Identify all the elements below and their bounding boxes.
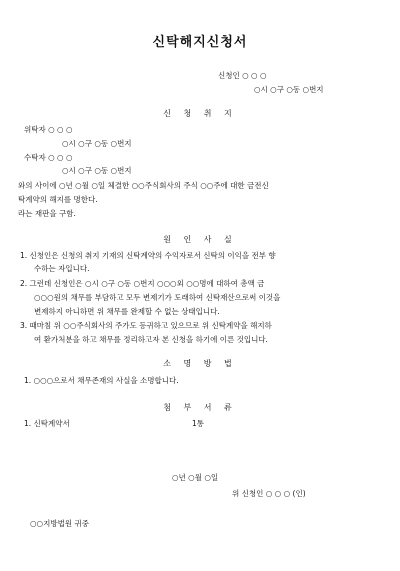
cause-item-3-line: 3. 때마침 위 ○○주식회사의 주가도 등귀하고 있으므로 위 신탁계약을 해지하 bbox=[20, 321, 272, 330]
applicant-name: 신청인 ○ ○ ○ bbox=[218, 71, 267, 80]
applicant-address: ○시 ○구 ○동 ○번지 bbox=[254, 85, 324, 94]
cause-item-2-line: ○○○원의 채무를 부담하고 모두 변제기가 도래하여 신탁재산으로써 이것을 bbox=[34, 293, 281, 302]
document-title: 신탁해지신청서 bbox=[152, 35, 248, 50]
proof-item: 1. ○○○으로서 채무존재의 사실을 소명합니다. bbox=[24, 376, 179, 385]
truster-address: ○시 ○구 ○동 ○번지 bbox=[62, 139, 132, 148]
trustee-address: ○시 ○구 ○동 ○번지 bbox=[62, 166, 132, 175]
proof-heading: 소 명 방 법 bbox=[163, 359, 237, 368]
cause-item-1-line: 수하는 자입니다. bbox=[34, 264, 90, 273]
cause-item-2-line: 변제하지 아니하면 위 채무를 완제할 수 없는 상태입니다. bbox=[34, 307, 220, 316]
trustee-name: 수탁자 ○ ○ ○ bbox=[24, 153, 73, 162]
signature-line: 위 신청인 ○ ○ ○ (인) bbox=[232, 489, 306, 498]
truster-name: 위탁자 ○ ○ ○ bbox=[24, 125, 73, 134]
attachments-heading: 첨 부 서 류 bbox=[163, 403, 237, 412]
attachment-item-count: 1통 bbox=[192, 419, 205, 428]
purpose-body-line: 라는 재판을 구함. bbox=[18, 209, 76, 218]
purpose-body-line: 와의 사이에 ○년 ○월 ○일 체결한 ○○주식회사의 주식 ○○주에 대한 금전신 bbox=[18, 181, 269, 190]
purpose-heading: 신 청 취 지 bbox=[163, 109, 237, 118]
cause-item-2-line: 2. 그런데 신청인은 ○시 ○구 ○동 ○번지 ○○○외 ○○명에 대하여 총액 금 bbox=[20, 279, 265, 288]
cause-heading: 원 인 사 실 bbox=[163, 235, 237, 244]
attachment-item-name: 1. 신탁계약서 bbox=[24, 419, 70, 428]
purpose-body-line: 탁계약의 해지를 명한다. bbox=[18, 195, 98, 204]
court-addressee: ○○지방법원 귀중 bbox=[30, 519, 89, 528]
cause-item-1-line: 1. 신청인은 신청의 취지 기재의 신탁계약의 수익자로서 신탁의 이익을 전부 향 bbox=[20, 251, 276, 260]
filing-date: ○년 ○월 ○일 bbox=[172, 473, 219, 482]
cause-item-3-line: 여 환가처분을 하고 채무를 정리하고자 본 신청을 하기에 이른 것입니다. bbox=[34, 335, 268, 344]
